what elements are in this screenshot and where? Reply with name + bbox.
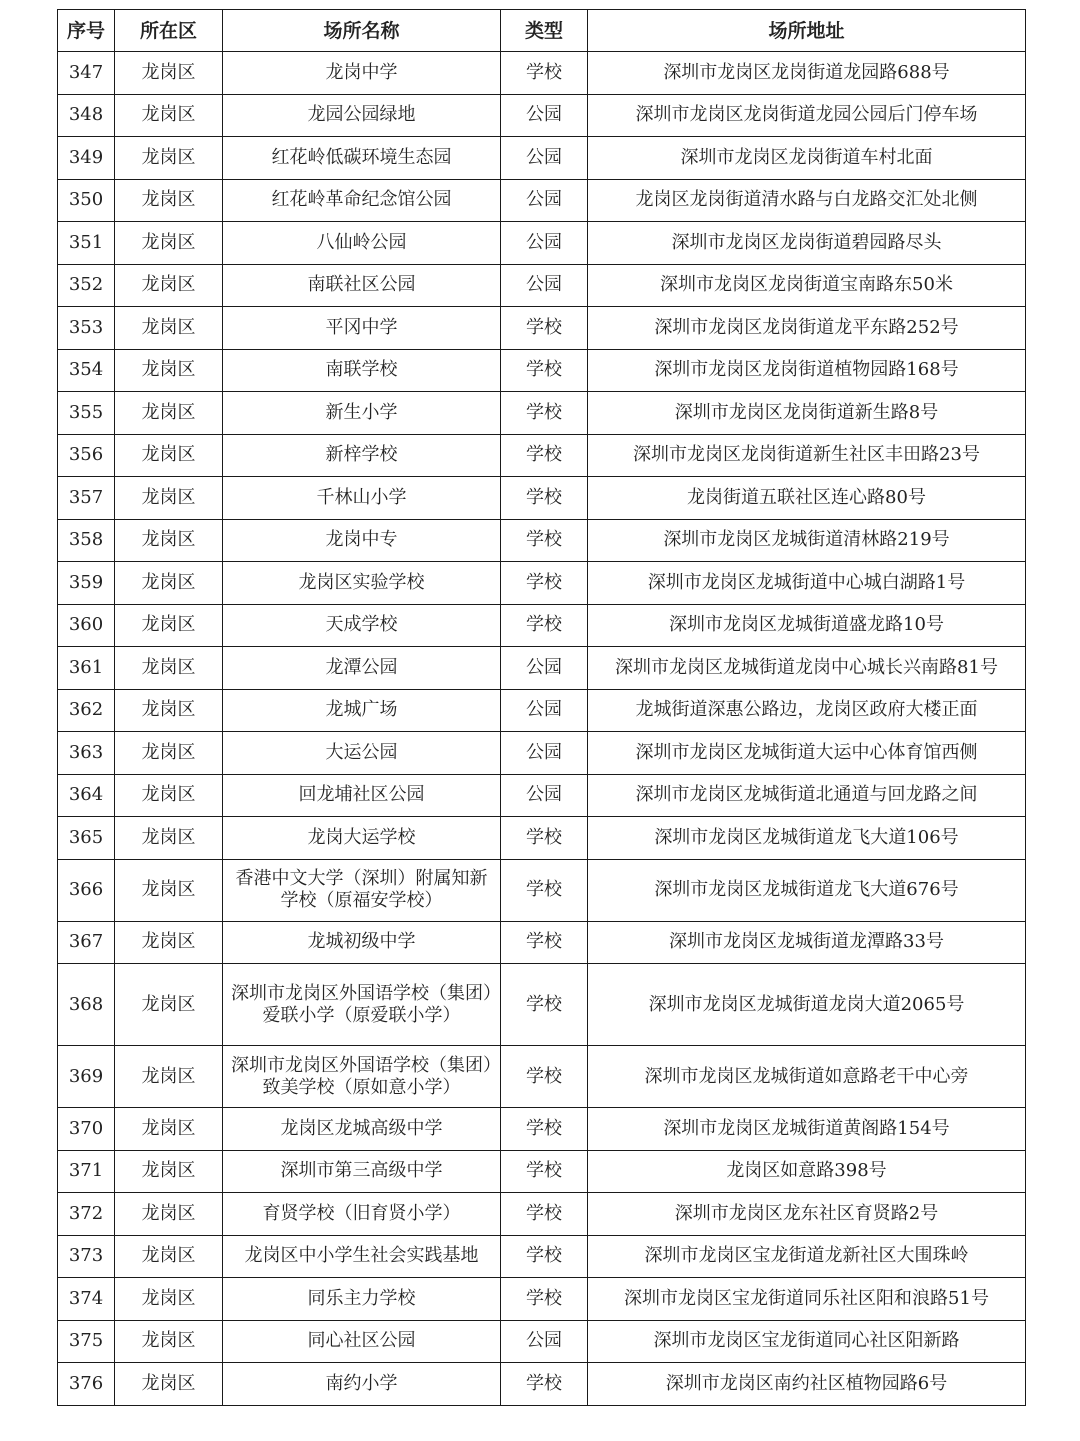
cell-address: 深圳市龙岗区龙岗街道新生路8号 [588,392,1026,435]
cell-address: 深圳市龙岗区龙城街道大运中心体育馆西侧 [588,732,1026,775]
table-row [58,774,1026,817]
cell-address: 深圳市龙岗区龙岗街道碧园路尽头 [588,222,1026,265]
table-row [58,1193,1026,1236]
table-row [58,732,1026,775]
cell-venue-name: 龙岗区龙城高级中学 [223,1108,501,1151]
cell-address: 龙岗区如意路398号 [588,1150,1026,1193]
cell-venue-name: 龙岗区中小学生社会实践基地 [223,1235,501,1278]
venue-table [57,9,1026,1406]
cell-address: 龙城街道深惠公路边，龙岗区政府大楼正面 [588,689,1026,732]
cell-type: 学校 [501,859,588,921]
cell-venue-name: 同乐主力学校 [223,1278,501,1321]
cell-district: 龙岗区 [115,52,223,95]
cell-district: 龙岗区 [115,921,223,964]
cell-index: 359 [58,562,115,605]
cell-district: 龙岗区 [115,519,223,562]
cell-type: 学校 [501,1193,588,1236]
cell-venue-name: 龙园公园绿地 [223,94,501,137]
cell-district: 龙岗区 [115,817,223,860]
cell-venue-name: 新梓学校 [223,434,501,477]
cell-venue-name: 新生小学 [223,392,501,435]
cell-venue-name: 红花岭低碳环境生态园 [223,137,501,180]
cell-type: 学校 [501,307,588,350]
cell-district: 龙岗区 [115,264,223,307]
table-row [58,562,1026,605]
cell-district: 龙岗区 [115,222,223,265]
cell-address: 深圳市龙岗区龙城街道龙岗中心城长兴南路81号 [588,647,1026,690]
cell-district: 龙岗区 [115,1046,223,1108]
cell-address: 龙岗街道五联社区连心路80号 [588,477,1026,520]
cell-address: 深圳市龙岗区龙城街道如意路老干中心旁 [588,1046,1026,1108]
cell-district: 龙岗区 [115,1320,223,1363]
cell-type: 公园 [501,137,588,180]
cell-index: 369 [58,1046,115,1108]
cell-district: 龙岗区 [115,1235,223,1278]
table-row [58,94,1026,137]
table-row [58,179,1026,222]
cell-address: 深圳市龙岗区宝龙街道龙新社区大围珠岭 [588,1235,1026,1278]
cell-district: 龙岗区 [115,392,223,435]
cell-index: 355 [58,392,115,435]
header-venue-name: 场所名称 [223,10,501,52]
table-row [58,1278,1026,1321]
cell-address: 深圳市龙岗区龙岗街道宝南路东50米 [588,264,1026,307]
cell-address: 深圳市龙岗区龙城街道中心城白湖路1号 [588,562,1026,605]
table-row [58,222,1026,265]
cell-index: 352 [58,264,115,307]
cell-index: 347 [58,52,115,95]
cell-district: 龙岗区 [115,732,223,775]
cell-venue-name: 天成学校 [223,604,501,647]
table-row [58,1235,1026,1278]
cell-district: 龙岗区 [115,964,223,1046]
cell-venue-name: 深圳市龙岗区外国语学校（集团）爱联小学（原爱联小学） [223,964,501,1046]
cell-venue-name: 平冈中学 [223,307,501,350]
cell-address: 深圳市龙岗区龙城街道北通道与回龙路之间 [588,774,1026,817]
cell-venue-name: 南联学校 [223,349,501,392]
cell-address: 深圳市龙岗区宝龙街道同心社区阳新路 [588,1320,1026,1363]
cell-type: 学校 [501,52,588,95]
cell-index: 376 [58,1363,115,1406]
cell-index: 364 [58,774,115,817]
table-row [58,349,1026,392]
cell-index: 357 [58,477,115,520]
cell-index: 358 [58,519,115,562]
cell-type: 学校 [501,1046,588,1108]
cell-index: 354 [58,349,115,392]
header-address: 场所地址 [588,10,1026,52]
cell-address: 深圳市龙岗区龙岗街道龙园路688号 [588,52,1026,95]
table-row [58,307,1026,350]
cell-type: 学校 [501,349,588,392]
cell-venue-name: 南约小学 [223,1363,501,1406]
cell-index: 368 [58,964,115,1046]
cell-address: 深圳市龙岗区龙岗街道新生社区丰田路23号 [588,434,1026,477]
cell-type: 学校 [501,964,588,1046]
table-row [58,1363,1026,1406]
cell-venue-name: 深圳市第三高级中学 [223,1150,501,1193]
cell-index: 360 [58,604,115,647]
table-row [58,477,1026,520]
cell-address: 深圳市龙岗区龙城街道龙飞大道676号 [588,859,1026,921]
cell-address: 深圳市龙岗区龙城街道龙潭路33号 [588,921,1026,964]
cell-type: 学校 [501,604,588,647]
cell-type: 学校 [501,817,588,860]
table-header [58,10,1026,52]
table-row [58,921,1026,964]
cell-district: 龙岗区 [115,689,223,732]
cell-district: 龙岗区 [115,859,223,921]
table-row [58,392,1026,435]
header-row [58,10,1026,52]
cell-district: 龙岗区 [115,1150,223,1193]
cell-type: 公园 [501,222,588,265]
table-row [58,52,1026,95]
table-row [58,519,1026,562]
table-row [58,689,1026,732]
cell-address: 深圳市龙岗区龙城街道黄阁路154号 [588,1108,1026,1151]
cell-type: 学校 [501,1150,588,1193]
cell-index: 363 [58,732,115,775]
cell-index: 348 [58,94,115,137]
cell-venue-name: 龙城初级中学 [223,921,501,964]
cell-type: 公园 [501,1320,588,1363]
table-row [58,1150,1026,1193]
cell-address: 龙岗区龙岗街道清水路与白龙路交汇处北侧 [588,179,1026,222]
cell-venue-name: 龙岗大运学校 [223,817,501,860]
table-row [58,964,1026,1046]
table-body [58,52,1026,1406]
cell-index: 372 [58,1193,115,1236]
cell-venue-name: 同心社区公园 [223,1320,501,1363]
table-row [58,434,1026,477]
cell-type: 学校 [501,1235,588,1278]
cell-district: 龙岗区 [115,137,223,180]
cell-index: 356 [58,434,115,477]
cell-type: 学校 [501,562,588,605]
cell-district: 龙岗区 [115,307,223,350]
cell-address: 深圳市龙岗区龙城街道龙岗大道2065号 [588,964,1026,1046]
cell-address: 深圳市龙岗区南约社区植物园路6号 [588,1363,1026,1406]
cell-type: 学校 [501,434,588,477]
cell-type: 学校 [501,921,588,964]
cell-address: 深圳市龙岗区龙岗街道植物园路168号 [588,349,1026,392]
cell-district: 龙岗区 [115,1193,223,1236]
cell-venue-name: 龙潭公园 [223,647,501,690]
table-row [58,264,1026,307]
cell-district: 龙岗区 [115,179,223,222]
table-row [58,137,1026,180]
cell-index: 373 [58,1235,115,1278]
cell-index: 375 [58,1320,115,1363]
cell-district: 龙岗区 [115,94,223,137]
cell-district: 龙岗区 [115,477,223,520]
cell-index: 371 [58,1150,115,1193]
cell-venue-name: 龙岗中专 [223,519,501,562]
cell-venue-name: 红花岭革命纪念馆公园 [223,179,501,222]
cell-type: 公园 [501,179,588,222]
cell-district: 龙岗区 [115,1363,223,1406]
cell-type: 学校 [501,1278,588,1321]
cell-type: 公园 [501,94,588,137]
cell-type: 学校 [501,1108,588,1151]
cell-type: 学校 [501,519,588,562]
table-row [58,1046,1026,1108]
cell-district: 龙岗区 [115,434,223,477]
table-row [58,604,1026,647]
table-row [58,817,1026,860]
cell-venue-name: 育贤学校（旧育贤小学） [223,1193,501,1236]
cell-type: 公园 [501,732,588,775]
cell-venue-name: 大运公园 [223,732,501,775]
cell-address: 深圳市龙岗区龙东社区育贤路2号 [588,1193,1026,1236]
cell-venue-name: 龙岗中学 [223,52,501,95]
cell-index: 351 [58,222,115,265]
cell-index: 353 [58,307,115,350]
cell-address: 深圳市龙岗区龙城街道清林路219号 [588,519,1026,562]
cell-venue-name: 龙城广场 [223,689,501,732]
cell-district: 龙岗区 [115,1278,223,1321]
cell-address: 深圳市龙岗区龙岗街道龙园公园后门停车场 [588,94,1026,137]
cell-type: 学校 [501,477,588,520]
cell-district: 龙岗区 [115,774,223,817]
cell-district: 龙岗区 [115,349,223,392]
cell-venue-name: 龙岗区实验学校 [223,562,501,605]
cell-venue-name: 回龙埔社区公园 [223,774,501,817]
table-row [58,1108,1026,1151]
cell-type: 公园 [501,647,588,690]
cell-address: 深圳市龙岗区龙城街道龙飞大道106号 [588,817,1026,860]
cell-index: 361 [58,647,115,690]
cell-type: 公园 [501,774,588,817]
cell-index: 370 [58,1108,115,1151]
cell-type: 公园 [501,689,588,732]
cell-venue-name: 八仙岭公园 [223,222,501,265]
table-row [58,859,1026,921]
cell-district: 龙岗区 [115,647,223,690]
table-row [58,1320,1026,1363]
cell-index: 374 [58,1278,115,1321]
cell-address: 深圳市龙岗区宝龙街道同乐社区阳和浪路51号 [588,1278,1026,1321]
cell-district: 龙岗区 [115,1108,223,1151]
header-district: 所在区 [115,10,223,52]
cell-venue-name: 香港中文大学（深圳）附属知新学校（原福安学校） [223,859,501,921]
cell-index: 367 [58,921,115,964]
cell-type: 学校 [501,392,588,435]
cell-index: 365 [58,817,115,860]
cell-index: 362 [58,689,115,732]
cell-address: 深圳市龙岗区龙城街道盛龙路10号 [588,604,1026,647]
cell-district: 龙岗区 [115,562,223,605]
cell-venue-name: 千林山小学 [223,477,501,520]
cell-venue-name: 南联社区公园 [223,264,501,307]
header-type: 类型 [501,10,588,52]
cell-venue-name: 深圳市龙岗区外国语学校（集团）致美学校（原如意小学） [223,1046,501,1108]
cell-type: 学校 [501,1363,588,1406]
cell-index: 349 [58,137,115,180]
cell-index: 350 [58,179,115,222]
cell-address: 深圳市龙岗区龙岗街道车村北面 [588,137,1026,180]
cell-type: 公园 [501,264,588,307]
table-row [58,647,1026,690]
cell-district: 龙岗区 [115,604,223,647]
cell-address: 深圳市龙岗区龙岗街道龙平东路252号 [588,307,1026,350]
header-index: 序号 [58,10,115,52]
cell-index: 366 [58,859,115,921]
